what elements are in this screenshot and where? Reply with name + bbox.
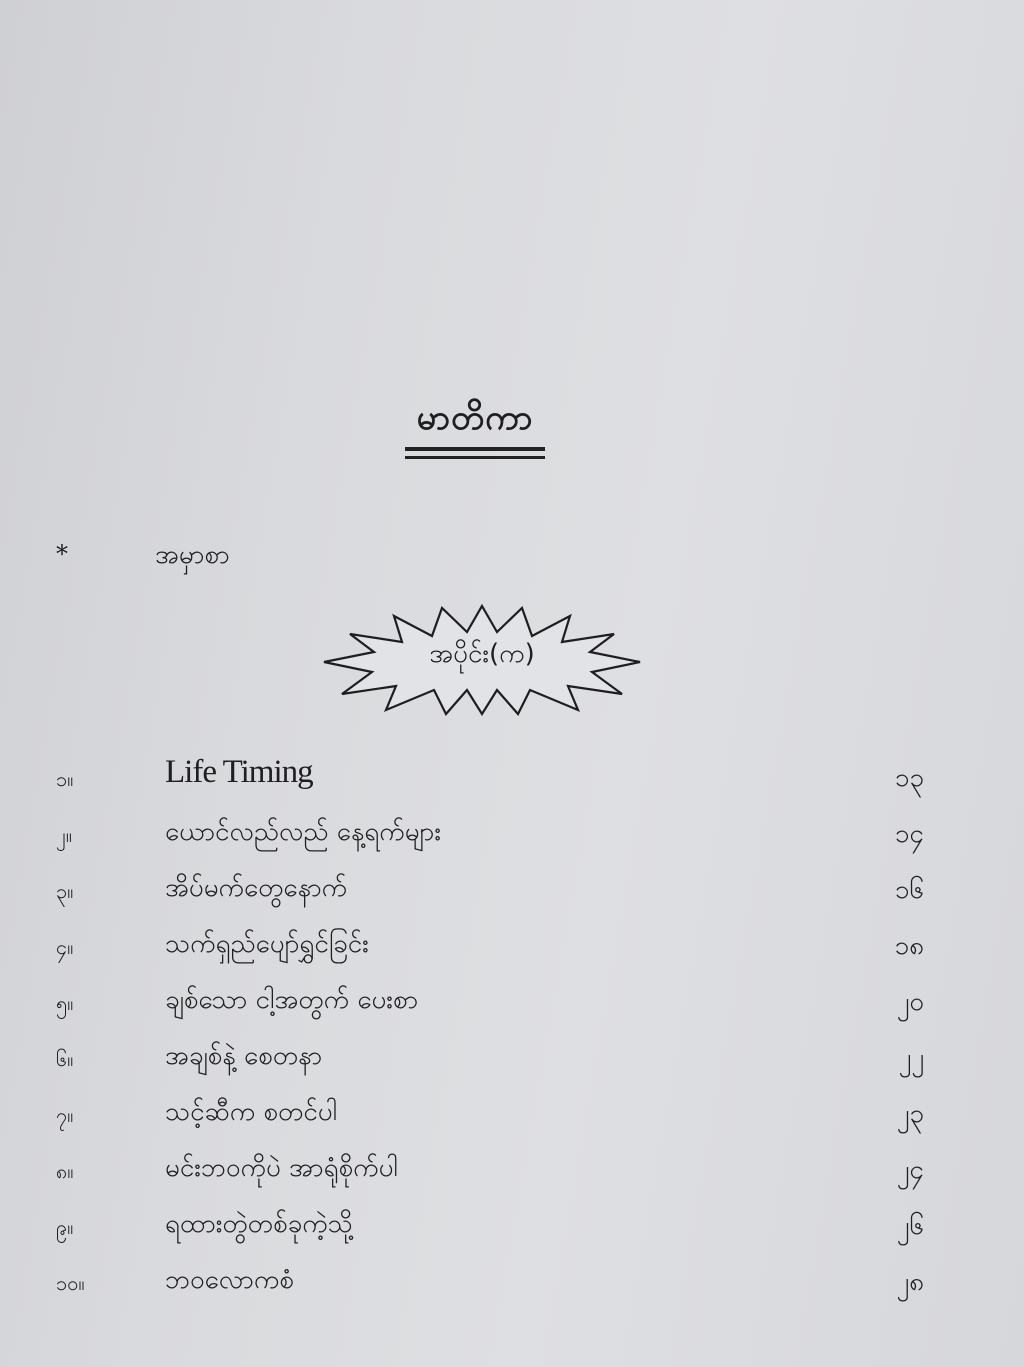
section-label: အပိုင်း(က)	[429, 639, 535, 669]
toc-title: ဘဝလောကစံ	[165, 1265, 294, 1295]
toc-row	[0, 1032, 1024, 1086]
toc-page-number: ၂၂	[898, 1043, 924, 1073]
title-underline-second	[405, 456, 545, 459]
toc-row	[0, 864, 1024, 918]
toc-page-number: ၁၃	[894, 763, 924, 793]
toc-number: ၃။	[56, 879, 74, 903]
toc-row	[0, 1144, 1024, 1198]
toc-title: ချစ်သော ငါ့အတွက် ပေးစာ	[165, 985, 419, 1015]
toc-row	[0, 1088, 1024, 1142]
toc-number: ၂။	[56, 823, 72, 847]
toc-page-number: ၂၃	[896, 1099, 924, 1129]
toc-number: ၁၀။	[56, 1271, 85, 1295]
toc-page-number: ၁၄	[894, 819, 924, 849]
toc-number: ၉။	[56, 1215, 74, 1239]
toc-number: ၈။	[56, 1159, 74, 1183]
toc-title: အိပ်မက်တွေနောက်	[165, 873, 348, 903]
toc-title: မင်းဘဝကိုပဲ အာရုံစိုက်ပါ	[165, 1153, 398, 1183]
toc-page-number: ၁၆	[894, 875, 924, 905]
toc-row	[0, 1256, 1024, 1310]
toc-title: သက်ရှည်ပျော်ရွှင်ခြင်း	[165, 929, 369, 959]
toc-title: ယောင်လည်လည် နေ့ရက်များ	[165, 817, 441, 847]
toc-number: ၇။	[56, 1103, 74, 1127]
toc-title: သင့်ဆီက စတင်ပါ	[165, 1097, 338, 1127]
toc-row	[0, 920, 1024, 974]
toc-title: အချစ်နဲ့ စေတနာ	[165, 1041, 323, 1071]
toc-page-number: ၂၀	[896, 987, 924, 1017]
toc-page-number: ၁၈	[894, 931, 924, 961]
title-underline	[405, 447, 545, 451]
page-title: မာတိကာ	[416, 398, 534, 438]
intro-bullet: *	[56, 540, 68, 568]
toc-page-number: ၂၄	[896, 1155, 924, 1185]
toc-page-number: ၂၈	[896, 1267, 924, 1297]
toc-number: ၅။	[56, 991, 74, 1015]
toc-number: ၄။	[56, 935, 74, 959]
toc-title: ရထားတွဲတစ်ခုကဲ့သို့	[165, 1209, 353, 1239]
toc-row	[0, 976, 1024, 1030]
toc-number: ၁။	[56, 767, 74, 791]
toc-row	[0, 1200, 1024, 1254]
toc-page-number: ၂၆	[896, 1211, 924, 1241]
intro-label: အမှာစာ	[155, 540, 230, 570]
toc-row	[0, 752, 1024, 806]
toc-row	[0, 808, 1024, 862]
toc-number: ၆။	[56, 1047, 74, 1071]
toc-title: Life Timing	[165, 754, 313, 790]
